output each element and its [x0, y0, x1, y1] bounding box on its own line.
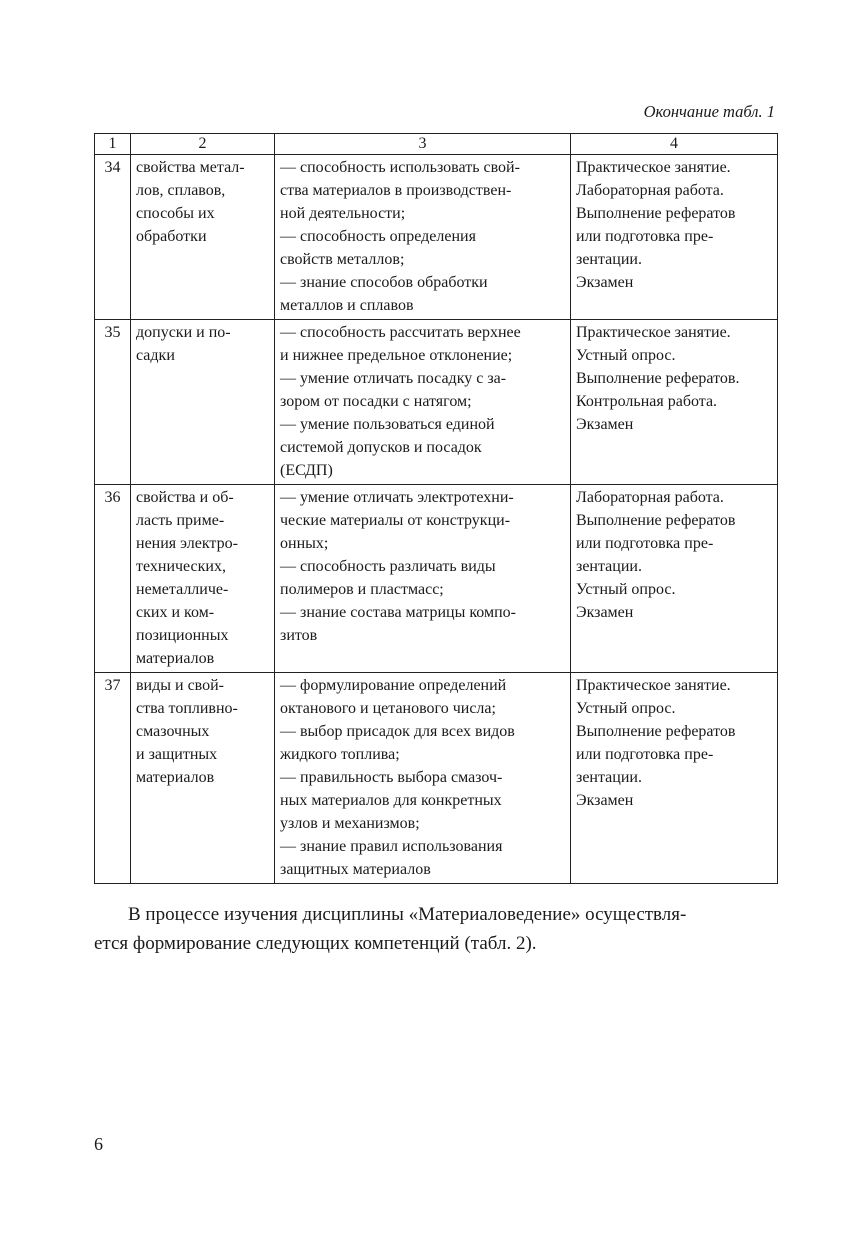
- cell-line: ной деятельности;: [280, 205, 406, 222]
- cell-line: (ЕСДП): [280, 462, 333, 479]
- cell-line: или подготовка пре-: [576, 535, 714, 552]
- row-number-cell: 37: [95, 673, 131, 884]
- cell-line: жидкого топлива;: [280, 746, 400, 763]
- header-cell-4: 4: [571, 134, 778, 155]
- topic-cell: [131, 673, 275, 884]
- cell-line: — формулирование определений: [280, 677, 507, 694]
- cell-line: ласть приме-: [136, 512, 225, 529]
- control-form-cell: [571, 485, 778, 673]
- cell-line: Лабораторная работа.: [576, 182, 724, 199]
- cell-line: способы их: [136, 205, 215, 222]
- cell-line: зентации.: [576, 769, 642, 786]
- cell-line: нения электро-: [136, 535, 238, 552]
- table-row: [95, 155, 778, 320]
- cell-line: — способность использовать свой-: [280, 159, 520, 176]
- cell-line: полимеров и пластмасс;: [280, 581, 444, 598]
- cell-line: — умение отличать электротехни-: [280, 489, 514, 506]
- control-form-cell: [571, 320, 778, 485]
- cell-line: Выполнение рефератов: [576, 512, 736, 529]
- cell-line: или подготовка пре-: [576, 746, 714, 763]
- cell-line: позиционных: [136, 627, 229, 644]
- cell-line: — способность рассчитать верхнее: [280, 324, 521, 341]
- cell-line: Практическое занятие.: [576, 677, 731, 694]
- paragraph-line: В процессе изучения дисциплины «Материаловедение» осуществля-: [128, 904, 687, 925]
- body-paragraph: [94, 900, 777, 958]
- cell-line: Экзамен: [576, 274, 634, 291]
- cell-line: Устный опрос.: [576, 700, 676, 717]
- row-number-cell: 35: [95, 320, 131, 485]
- cell-line: Практическое занятие.: [576, 324, 731, 341]
- cell-line: Практическое занятие.: [576, 159, 731, 176]
- row-number-cell: 34: [95, 155, 131, 320]
- cell-line: зитов: [280, 627, 318, 644]
- table-header-row: [95, 134, 778, 155]
- cell-line: Экзамен: [576, 792, 634, 809]
- cell-line: допуски и по-: [136, 324, 231, 341]
- cell-line: материалов: [136, 650, 215, 667]
- cell-line: ческие материалы от конструкци-: [280, 512, 511, 529]
- cell-line: или подготовка пре-: [576, 228, 714, 245]
- cell-line: защитных материалов: [280, 861, 431, 878]
- cell-line: ства топливно-: [136, 700, 238, 717]
- competence-table: [94, 133, 778, 884]
- cell-line: Лабораторная работа.: [576, 489, 724, 506]
- cell-line: и защитных: [136, 746, 218, 763]
- table-caption: Окончание табл. 1: [643, 102, 775, 121]
- cell-line: — знание состава матрицы компо-: [280, 604, 516, 621]
- cell-line: — умение отличать посадку с за-: [280, 370, 507, 387]
- cell-line: Контрольная работа.: [576, 393, 718, 410]
- cell-line: зентации.: [576, 251, 642, 268]
- cell-line: Выполнение рефератов: [576, 723, 736, 740]
- topic-cell: [131, 485, 275, 673]
- cell-line: свойства и об-: [136, 489, 234, 506]
- header-cell-2: 2: [131, 134, 275, 155]
- cell-line: Экзамен: [576, 416, 634, 433]
- cell-line: ства материалов в производствен-: [280, 182, 512, 199]
- cell-line: — выбор присадок для всех видов: [280, 723, 515, 740]
- cell-line: онных;: [280, 535, 329, 552]
- cell-line: металлов и сплавов: [280, 297, 414, 314]
- cell-line: октанового и цетанового числа;: [280, 700, 496, 717]
- header-cell-3: 3: [275, 134, 571, 155]
- cell-line: свойства метал-: [136, 159, 245, 176]
- competence-cell: [275, 320, 571, 485]
- paragraph-line: ется формирование следующих компетенций (табл. 2).: [94, 933, 537, 954]
- competence-cell: [275, 155, 571, 320]
- cell-line: Экзамен: [576, 604, 634, 621]
- cell-line: лов, сплавов,: [136, 182, 226, 199]
- cell-line: узлов и механизмов;: [280, 815, 420, 832]
- cell-line: — способность различать виды: [280, 558, 496, 575]
- cell-line: ских и ком-: [136, 604, 215, 621]
- cell-line: Устный опрос.: [576, 581, 676, 598]
- cell-line: свойств металлов;: [280, 251, 405, 268]
- cell-line: смазочных: [136, 723, 210, 740]
- table-row: [95, 485, 778, 673]
- topic-cell: [131, 155, 275, 320]
- cell-line: виды и свой-: [136, 677, 225, 694]
- control-form-cell: [571, 155, 778, 320]
- cell-line: зентации.: [576, 558, 642, 575]
- table-row: [95, 673, 778, 884]
- cell-line: ных материалов для конкретных: [280, 792, 502, 809]
- cell-line: — способность определения: [280, 228, 476, 245]
- cell-line: садки: [136, 347, 175, 364]
- competence-cell: [275, 485, 571, 673]
- header-cell-1: 1: [95, 134, 131, 155]
- cell-line: — правильность выбора смазоч-: [280, 769, 503, 786]
- competence-cell: [275, 673, 571, 884]
- cell-line: обработки: [136, 228, 207, 245]
- cell-line: Устный опрос.: [576, 347, 676, 364]
- page-number: 6: [94, 1134, 103, 1154]
- cell-line: зором от посадки с натягом;: [280, 393, 472, 410]
- cell-line: технических,: [136, 558, 226, 575]
- control-form-cell: [571, 673, 778, 884]
- row-number-cell: 36: [95, 485, 131, 673]
- table-row: [95, 320, 778, 485]
- cell-line: Выполнение рефератов: [576, 205, 736, 222]
- cell-line: — знание правил использования: [280, 838, 503, 855]
- cell-line: — знание способов обработки: [280, 274, 488, 291]
- cell-line: системой допусков и посадок: [280, 439, 482, 456]
- cell-line: — умение пользоваться единой: [280, 416, 495, 433]
- cell-line: и нижнее предельное отклонение;: [280, 347, 513, 364]
- cell-line: неметалличе-: [136, 581, 229, 598]
- cell-line: Выполнение рефератов.: [576, 370, 740, 387]
- cell-line: материалов: [136, 769, 215, 786]
- topic-cell: [131, 320, 275, 485]
